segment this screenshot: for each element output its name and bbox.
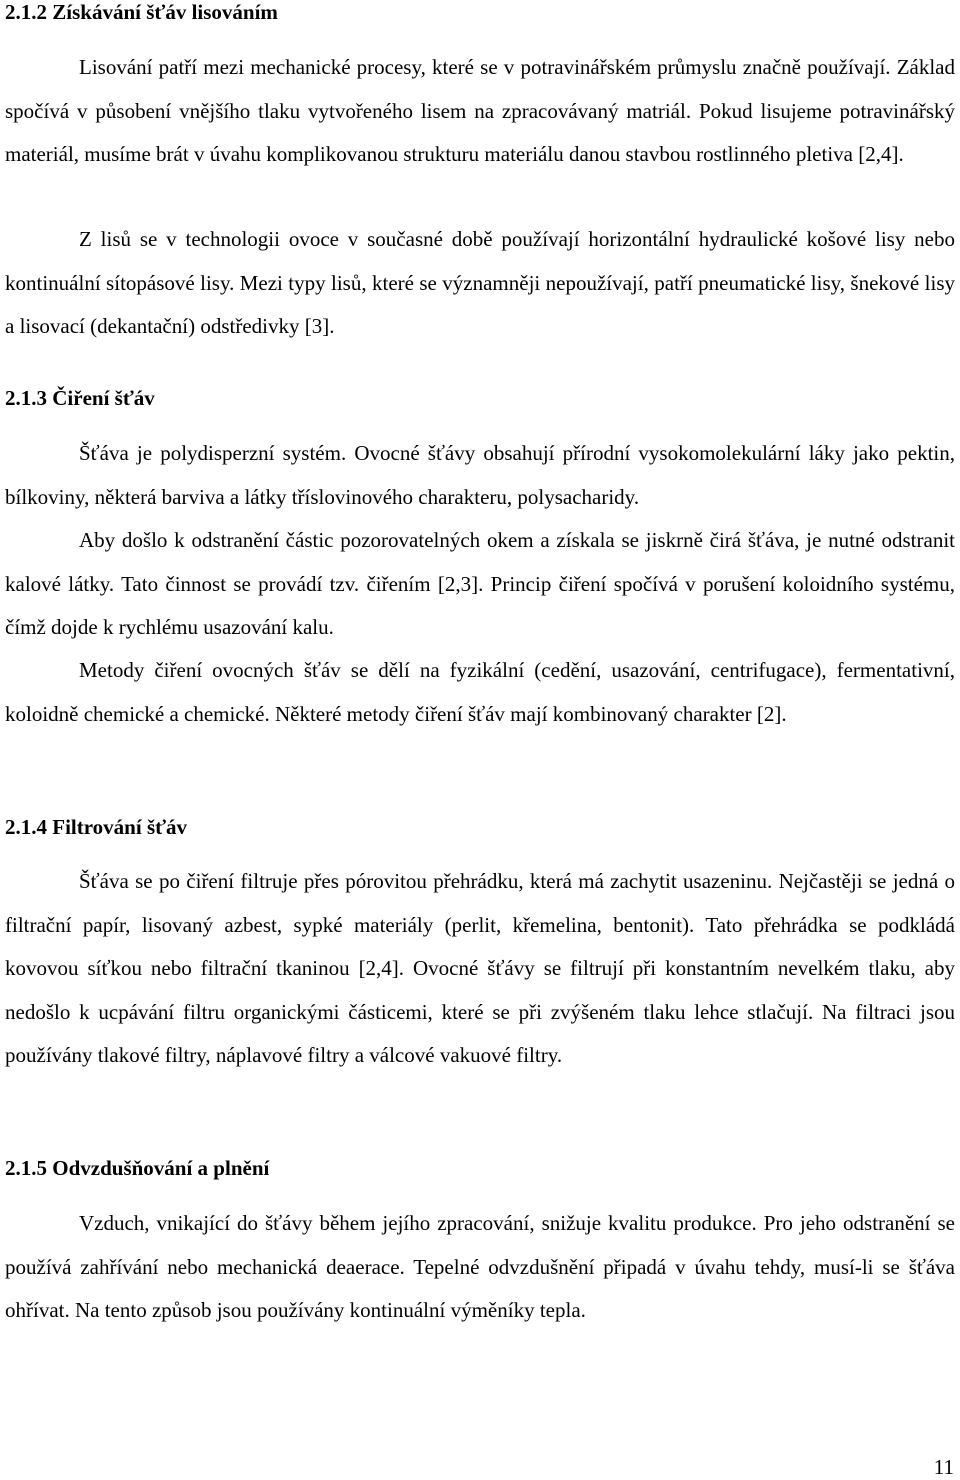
section-heading-2-1-2: 2.1.2 Získávání šťáv lisováním	[5, 0, 278, 24]
paragraph: Šťáva se po čiření filtruje přes pórovitou přehrádku, která má zachytit usazeninu. Nejčastěji se jedná o filtrační papír, lisovaný azbest, sypké materiály (perlit, křemelina, bentonit). Tato přehrádka se podkládá kovovou síťkou nebo filtrační tkaninou [2,4]. Ovocné šťávy se filtrují při konstantním nevelkém tlaku, aby nedošlo k ucpávání filtru organickými částicemi, které se při zvýšeném tlaku lehce stlačují. Na filtraci jsou používány tlakové filtry, náplavové filtry a válcové vakuové filtry.	[5, 869, 955, 1067]
paragraph: Metody čiření ovocných šťáv se dělí na fyzikální (cedění, usazování, centrifugace), fermentativní, koloidně chemické a chemické. Některé metody čiření šťáv mají kombinovaný charakter [2].	[5, 658, 955, 726]
paragraph: Aby došlo k odstranění částic pozorovatelných okem a získala se jiskrně čirá šťáva, je nutné odstranit kalové látky. Tato činnost se provádí tzv. čiřením [2,3]. Princip čiření spočívá v porušení koloidního systému, čímž dojde k rychlému usazování kalu.	[5, 528, 955, 639]
paragraph: Z lisů se v technologii ovoce v současné době používají horizontální hydraulické košové lisy nebo kontinuální sítopásové lisy. Mezi typy lisů, které se významněji nepoužívají, patří pneumatické lisy, šnekové lisy a lisovací (dekantační) odstředivky [3].	[5, 227, 955, 338]
page-number: 11	[933, 1455, 954, 1479]
section-heading-2-1-3: 2.1.3 Čiření šťáv	[5, 386, 155, 410]
section-heading-2-1-4: 2.1.4 Filtrování šťáv	[5, 815, 188, 839]
section-heading-2-1-5: 2.1.5 Odvzdušňování a plnění	[5, 1156, 270, 1180]
paragraph: Šťáva je polydisperzní systém. Ovocné šťávy obsahují přírodní vysokomolekulární láky jako pektin, bílkoviny, některá barviva a látky tříslovinového charakteru, polysacharidy.	[5, 441, 955, 509]
paragraph: Lisování patří mezi mechanické procesy, které se v potravinářském průmyslu značně používají. Základ spočívá v působení vnějšího tlaku vytvořeného lisem na zpracovávaný matriál. Pokud lisujeme potravinářský materiál, musíme brát v úvahu komplikovanou strukturu materiálu danou stavbou rostlinného pletiva [2,4].	[5, 55, 955, 166]
paragraph: Vzduch, vnikající do šťávy během jejího zpracování, snižuje kvalitu produkce. Pro jeho odstranění se používá zahřívání nebo mechanická deaerace. Tepelné odvzdušnění připadá v úvahu tehdy, musí-li se šťáva ohřívat. Na tento způsob jsou používány kontinuální výměníky tepla.	[5, 1211, 955, 1322]
